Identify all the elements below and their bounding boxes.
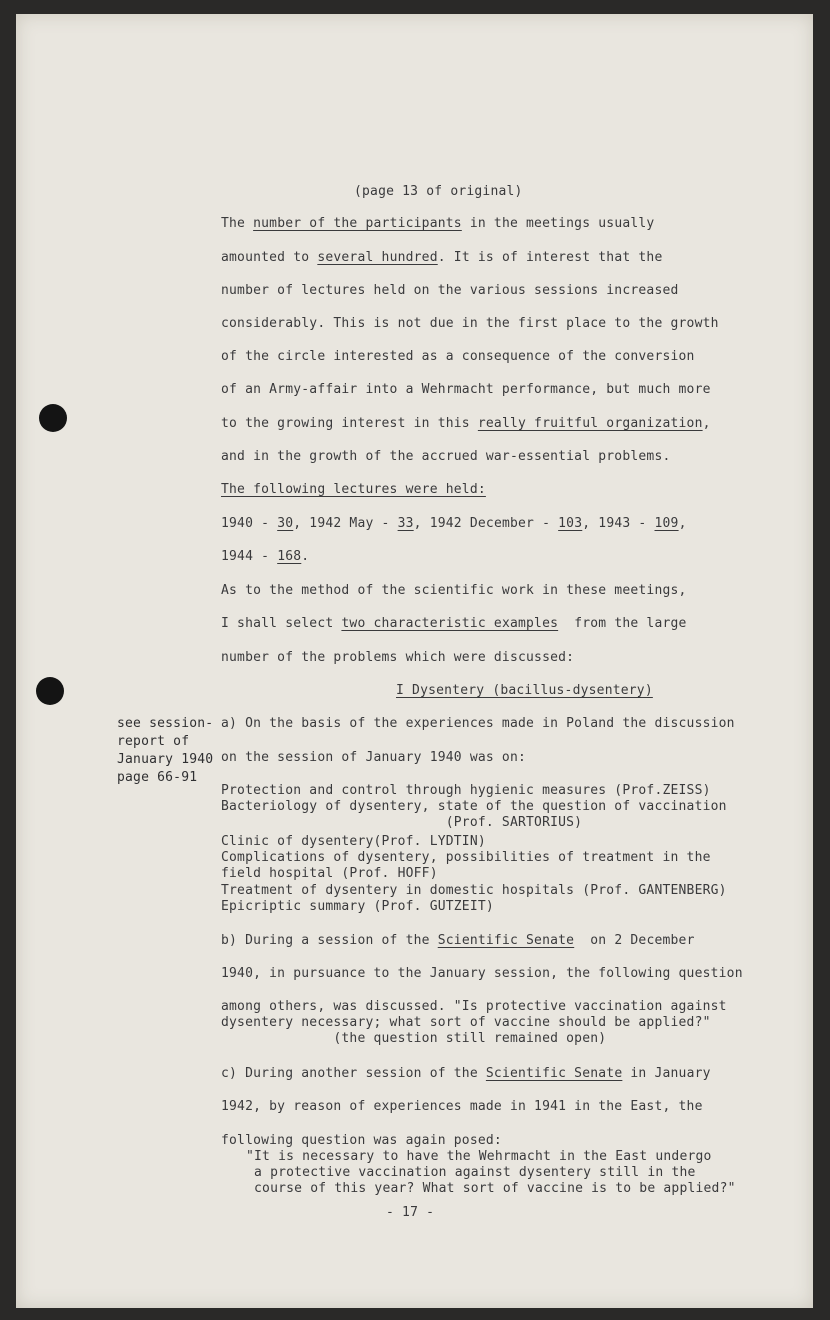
page-number: - 17 - (386, 1205, 435, 1220)
page-header: (page 13 of original) (354, 184, 523, 199)
margin-note-line-2: report of (117, 734, 190, 749)
lecture-counts-line-1: 1940 - 30, 1942 May - 33, 1942 December - 103, 1943 - 109, (221, 516, 687, 531)
item-a-topic: Clinic of dysentery(Prof. LYDTIN) (221, 834, 486, 849)
item-b-line-5: (the question still remained open) (221, 1031, 607, 1046)
punch-hole-lower (36, 677, 64, 705)
intro-line-6: of an Army-affair into a Wehrmacht performance, but much more (221, 382, 711, 397)
item-c-quote-1: "It is necessary to have the Wehrmacht in the East undergo (246, 1149, 712, 1164)
item-b-line-3: among others, was discussed. "Is protective vaccination against (221, 999, 727, 1014)
intro-line-5: of the circle interested as a consequence of the conversion (221, 349, 695, 364)
item-a-topic: Protection and control through hygienic measures (Prof.ZEISS) (221, 783, 711, 798)
item-a-topic: field hospital (Prof. HOFF) (221, 866, 438, 881)
item-a-topic: Treatment of dysentery in domestic hospitals (Prof. GANTENBERG) (221, 883, 727, 898)
margin-note-line-1: see session- (117, 716, 214, 731)
method-line-3: number of the problems which were discussed: (221, 650, 575, 665)
item-c-quote-2: a protective vaccination against dysentery still in the (246, 1165, 696, 1180)
intro-line-4: considerably. This is not due in the first place to the growth (221, 316, 719, 331)
item-b-line-2: 1940, in pursuance to the January session, the following question (221, 966, 743, 981)
item-a-line-1: a) On the basis of the experiences made in Poland the discussion (221, 716, 735, 731)
lectures-heading: The following lectures were held: (221, 482, 486, 497)
item-c-line-2: 1942, by reason of experiences made in 1941 in the East, the (221, 1099, 703, 1114)
section-heading: I Dysentery (bacillus-dysentery) (396, 683, 653, 698)
lecture-counts-line-2: 1944 - 168. (221, 549, 310, 564)
punch-hole-upper (39, 404, 67, 432)
margin-note-line-3: January 1940 (117, 752, 214, 767)
item-c-line-1: c) During another session of the Scientific Senate in January (221, 1066, 711, 1081)
method-line-2: I shall select two characteristic examples from the large (221, 616, 687, 631)
item-a-topic: Epicriptic summary (Prof. GUTZEIT) (221, 899, 494, 914)
intro-line-3: number of lectures held on the various sessions increased (221, 283, 679, 298)
item-a-topic: (Prof. SARTORIUS) (221, 815, 583, 830)
item-b-line-4: dysentery necessary; what sort of vaccine should be applied?" (221, 1015, 711, 1030)
item-c-quote-3: course of this year? What sort of vaccine is to be applied?" (246, 1181, 736, 1196)
item-b-line-1: b) During a session of the Scientific Senate on 2 December (221, 933, 695, 948)
item-c-line-3: following question was again posed: (221, 1133, 502, 1148)
item-a-topic: Complications of dysentery, possibilities of treatment in the (221, 850, 711, 865)
item-a-topic: Bacteriology of dysentery, state of the question of vaccination (221, 799, 727, 814)
intro-line-8: and in the growth of the accrued war-essential problems. (221, 449, 671, 464)
intro-line-1: The number of the participants in the meetings usually (221, 216, 655, 231)
margin-note-line-4: page 66-91 (117, 770, 198, 785)
intro-line-7: to the growing interest in this really fruitful organization, (221, 416, 711, 431)
item-a-line-2: on the session of January 1940 was on: (221, 750, 527, 765)
intro-line-2: amounted to several hundred. It is of interest that the (221, 250, 663, 265)
method-line-1: As to the method of the scientific work in these meetings, (221, 583, 687, 598)
